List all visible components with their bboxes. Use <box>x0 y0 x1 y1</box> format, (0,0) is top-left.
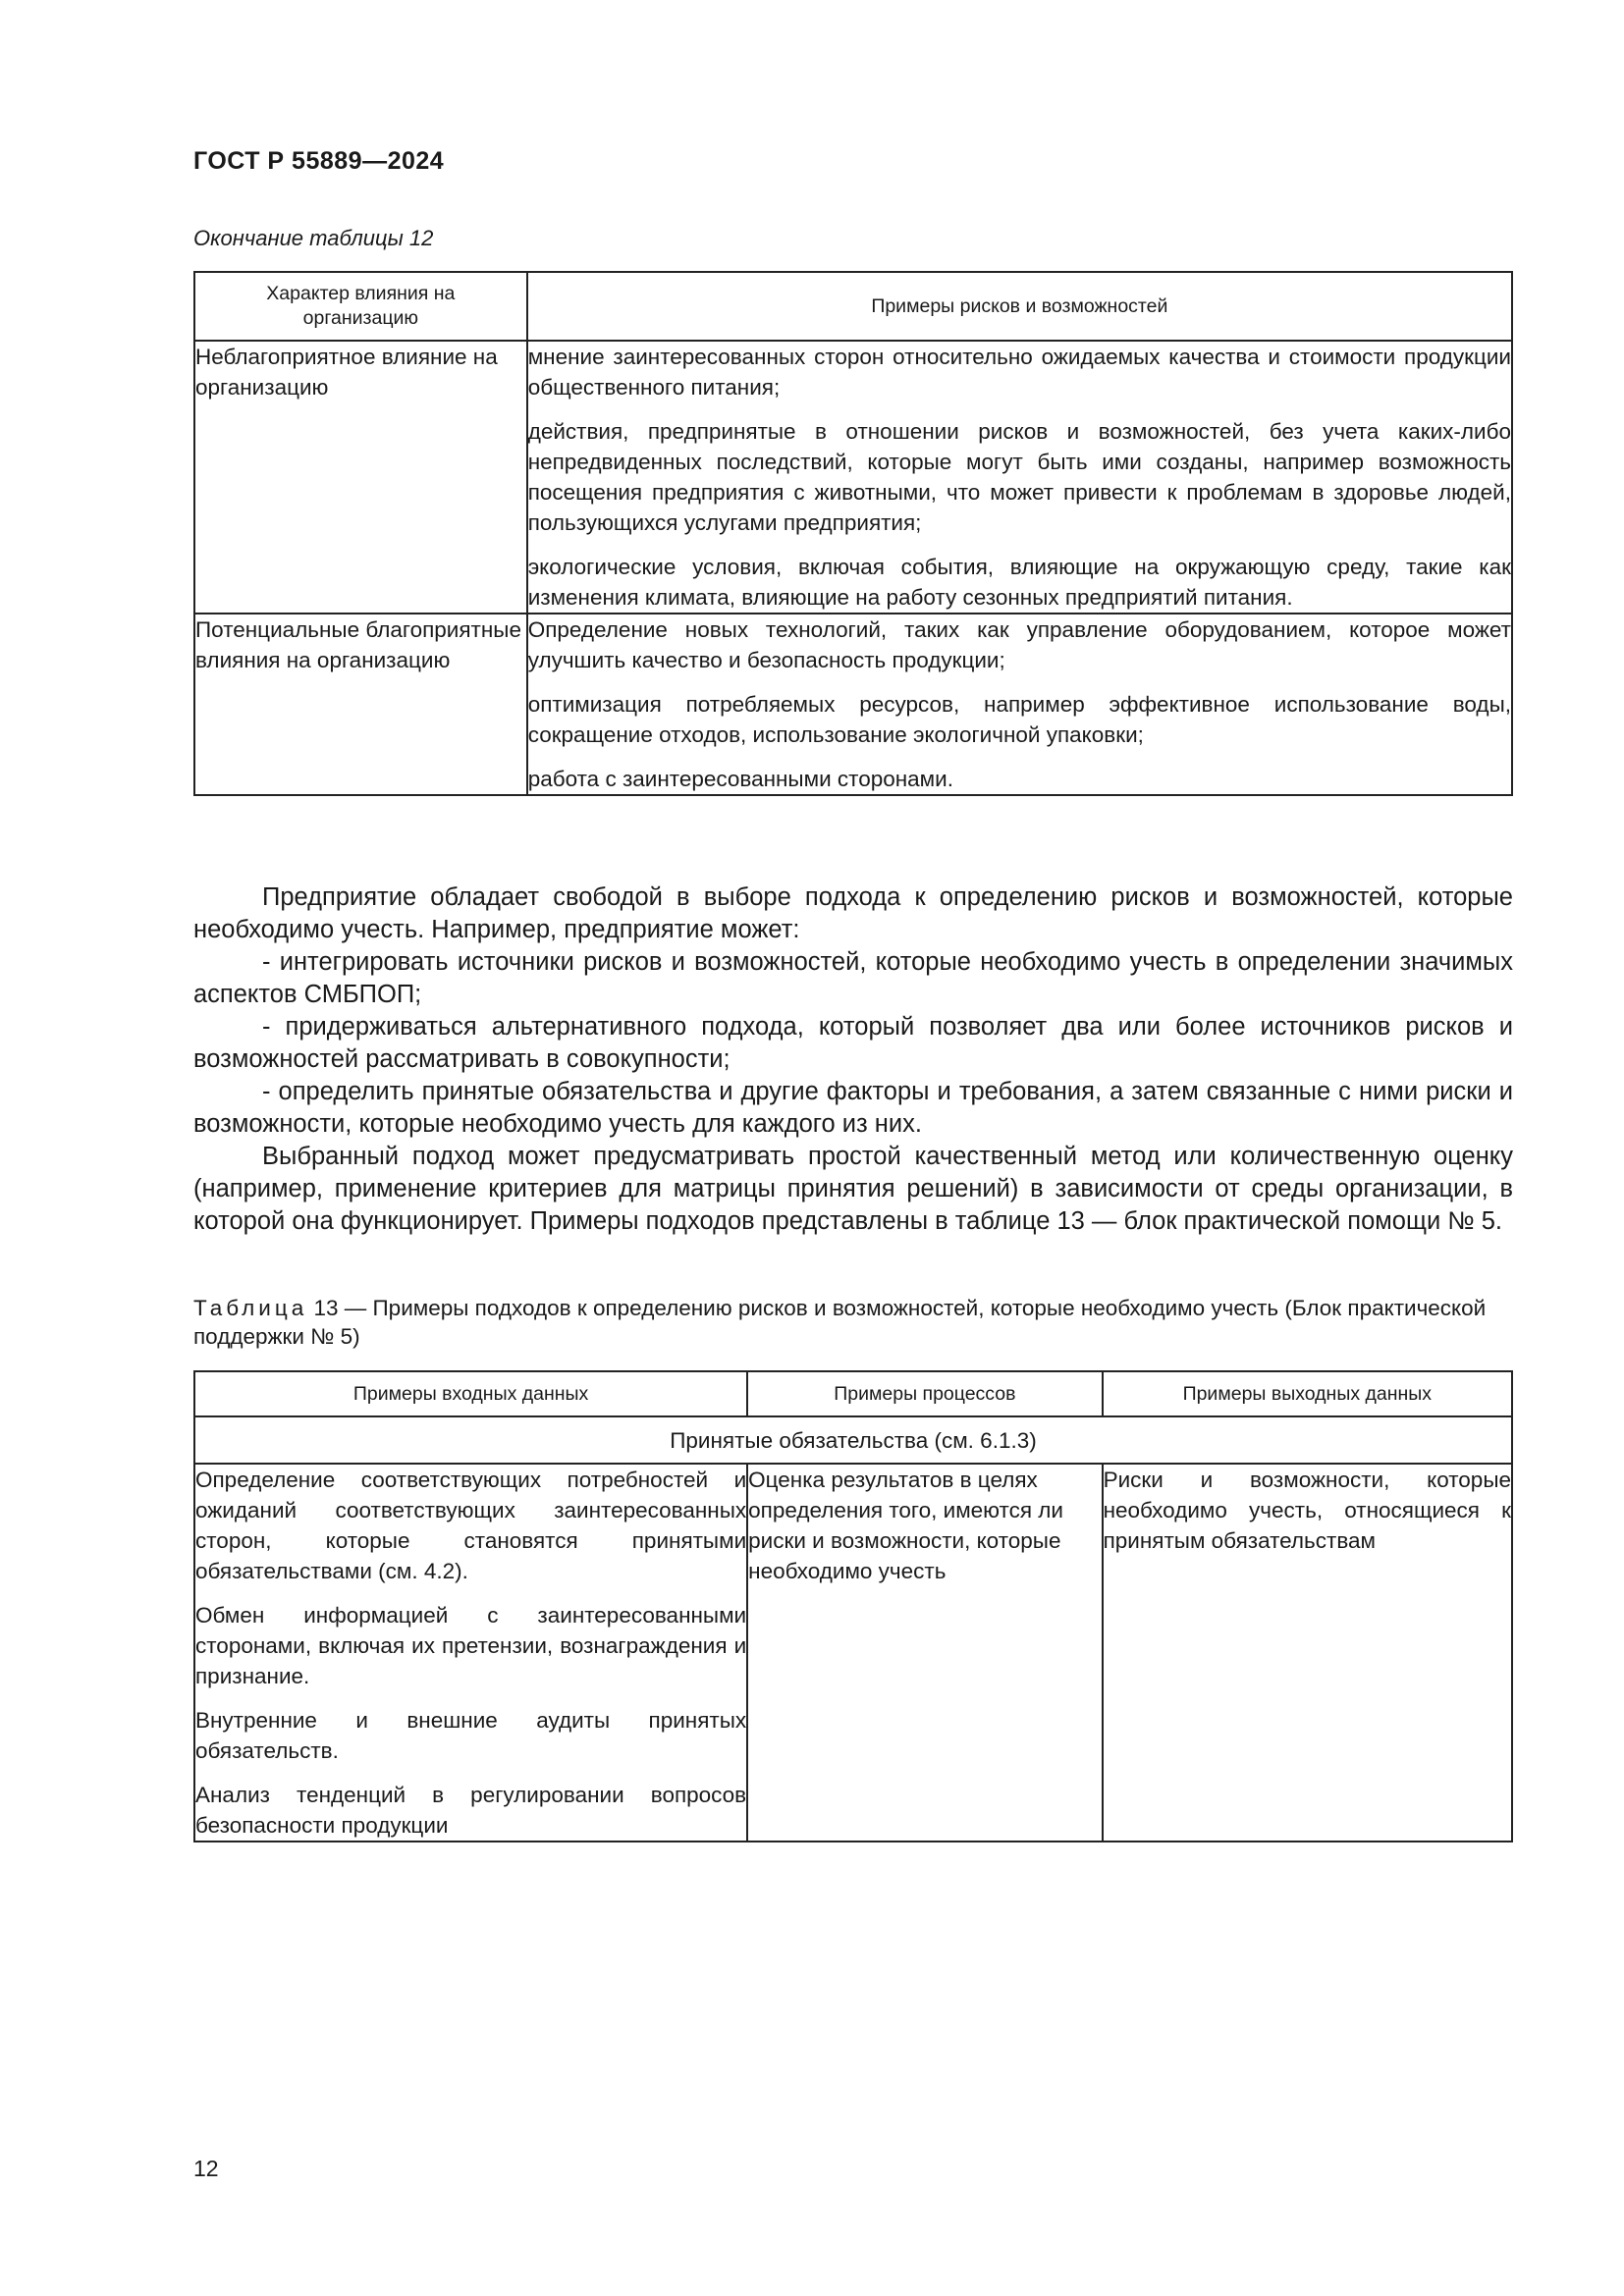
document-code: ГОСТ Р 55889—2024 <box>193 147 445 175</box>
table12-col1-header: Характер влияния на организацию <box>194 272 527 341</box>
table12-col2-header: Примеры рисков и возможностей <box>527 272 1512 341</box>
table12-row-items <box>527 341 1512 614</box>
table12-row <box>194 341 1512 614</box>
table13-input-item: Анализ тенденций в регулировании вопросов безопасности продукции <box>195 1783 747 1838</box>
table13-section-row <box>194 1416 1512 1464</box>
table12-item: действия, предпринятые в отношении рисков и возможностей, без учета каких-либо непредвиденных последствий, которые могут быть ими созданы, например возможность посещения предприятия с животными, что может привести к проблемам в здоровье людей, пользующихся услугами предприятия; <box>527 419 1511 535</box>
table13-col1-header: Примеры входных данных <box>194 1371 747 1416</box>
body-bullet: - определить принятые обязательства и другие факторы и требования, а затем связанные с ними риски и возможности, которые необходимо учесть для каждого из них. <box>193 1078 1513 1138</box>
table12-row <box>194 614 1512 795</box>
table13-output-cell <box>1103 1464 1512 1842</box>
table13-caption <box>193 1294 1513 1351</box>
table12-row-label: Неблагоприятное влияние на организацию <box>194 341 527 614</box>
body-text <box>193 881 1513 1238</box>
page-number: 12 <box>193 2156 219 2181</box>
body-bullet: - интегрировать источники рисков и возможностей, которые необходимо учесть в определении значимых аспектов СМБПОП; <box>193 948 1513 1008</box>
body-paragraph: Выбранный подход может предусматривать простой качественный метод или количественную оценку (например, применение критериев для матрицы принятия решений) в зависимости от среды организации, в которой она функционирует. Примеры подходов представлены в таблице 13 — блок практической помощи № 5. <box>193 1143 1513 1235</box>
table12-caption: Окончание таблицы 12 <box>193 226 434 250</box>
table13-input-item: Определение соответствующих потребностей и ожиданий соответствующих заинтересованных сторон, которые становятся принятыми обязательствами (см. 4.2). <box>195 1468 747 1583</box>
table12-item: мнение заинтересованных сторон относительно ожидаемых качества и стоимости продукции общественного питания; <box>527 345 1511 400</box>
table-12 <box>193 271 1513 796</box>
table12-item: Определение новых технологий, таких как управление оборудованием, которое может улучшить качество и безопасность продукции; <box>527 617 1511 672</box>
body-paragraph: Предприятие обладает свободой в выборе подхода к определению рисков и возможностей, которые необходимо учесть. Например, предприятие может: <box>193 883 1513 943</box>
table12-row-items <box>527 614 1512 795</box>
table13-inputs-cell <box>194 1464 747 1842</box>
table13-caption-word: Таблица <box>193 1296 308 1320</box>
table13-caption-text: 13 — Примеры подходов к определению рисков и возможностей, которые необходимо учесть (Блок практической поддержки № 5) <box>193 1296 1487 1349</box>
body-bullet: - придерживаться альтернативного подхода, который позволяет два или более источников рисков и возможностей рассматривать в совокупности; <box>193 1013 1513 1073</box>
table12-item: экологические условия, включая события, влияющие на окружающую среду, такие как изменения климата, влияющие на работу сезонных предприятий питания. <box>527 555 1511 610</box>
table13-col2-header: Примеры процессов <box>747 1371 1102 1416</box>
table13-col3-header: Примеры выходных данных <box>1103 1371 1512 1416</box>
table13-header-row <box>194 1371 1512 1416</box>
table12-header-row <box>194 272 1512 341</box>
table13-input-item: Внутренние и внешние аудиты принятых обязательств. <box>195 1708 747 1763</box>
table13-row <box>194 1464 1512 1842</box>
table13-process-text: Оценка результатов в целях определения того, имеются ли риски и возможности, которые необходимо учесть <box>748 1468 1063 1583</box>
table13-process-cell <box>747 1464 1102 1842</box>
table-13 <box>193 1370 1513 1842</box>
table12-item: работа с заинтересованными сторонами. <box>527 767 953 791</box>
table13-output-text: Риски и возможности, которые необходимо учесть, относящиеся к принятым обязательствам <box>1103 1468 1511 1553</box>
table12-item: оптимизация потребляемых ресурсов, например эффективное использование воды, сокращение отходов, использование экологичной упаковки; <box>527 692 1511 747</box>
table12-row-label: Потенциальные благоприятные влияния на организацию <box>194 614 527 795</box>
table13-input-item: Обмен информацией с заинтересованными сторонами, включая их претензии, вознаграждения и признание. <box>195 1603 747 1688</box>
table13-section-label: Принятые обязательства (см. 6.1.3) <box>194 1416 1512 1464</box>
